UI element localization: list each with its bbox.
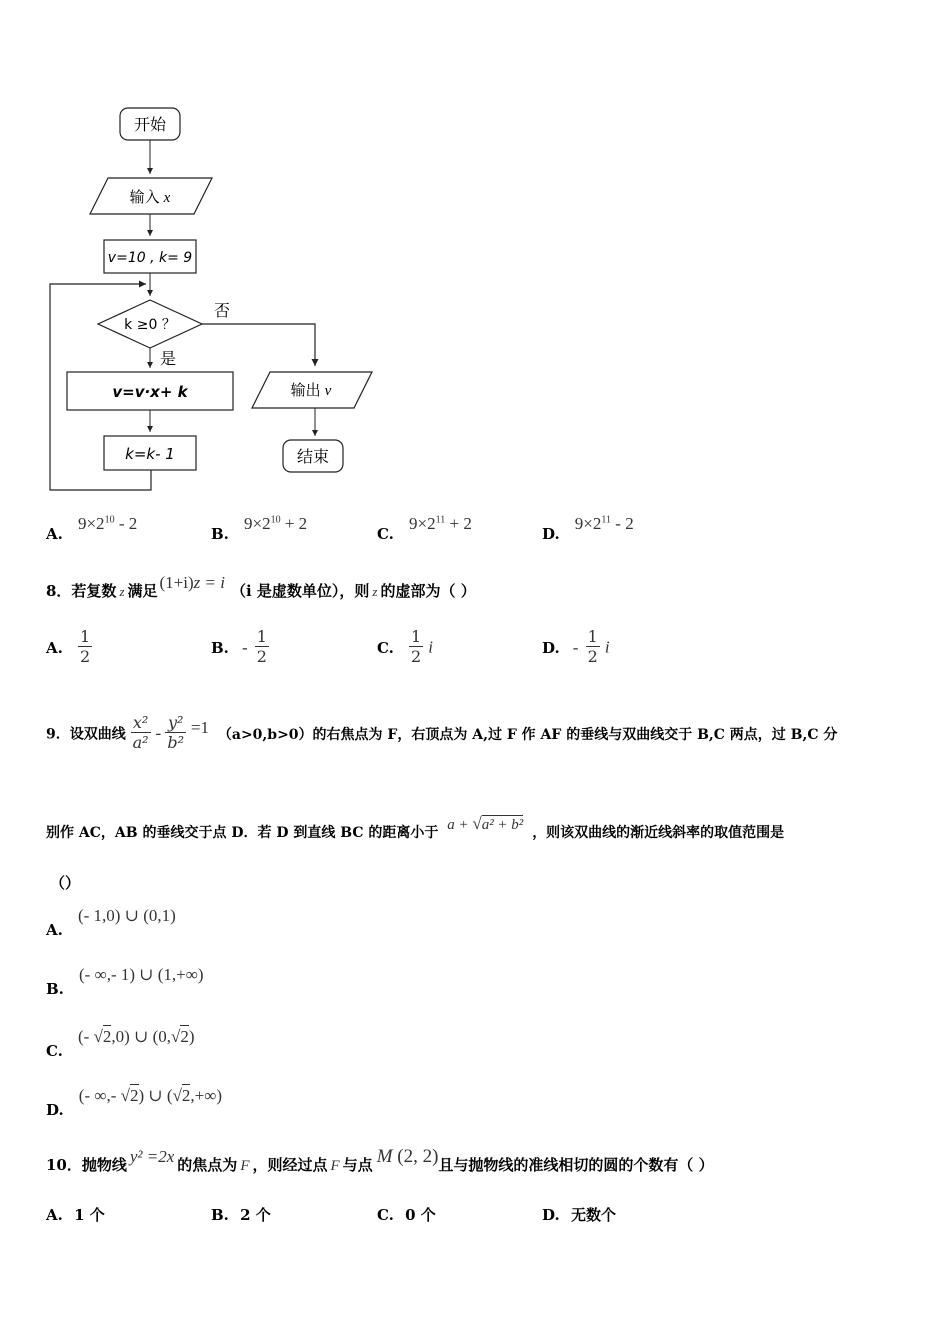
q9-option-d[interactable]: D. (- ∞,- √2) ∪ (√2,+∞) xyxy=(46,1086,223,1119)
q10-stem: 10．抛物线 y² =2x 的焦点为 F ，则经过点 F 与点 M (2, 2)且与抛物线的准线相切的圆的个数有（ ） xyxy=(46,1146,714,1174)
q8-option-c[interactable]: C. $\frac{1}{2}$ i xyxy=(377,627,434,666)
flow-output-label: 输出 xyxy=(290,381,321,399)
q10-option-c[interactable]: C. 0 个 xyxy=(377,1206,436,1224)
q8-option-d[interactable]: D. - $\frac{1}{2}$ i xyxy=(542,627,610,666)
flow-decision-label: k ≥0 ？ xyxy=(124,317,176,333)
flow-input-var: x xyxy=(163,190,171,206)
q9-stem-line2: 别作 AC，AB 的垂线交于点 D．若 D 到直线 BC 的距离小于 a + √a² + b² ，则该双曲线的渐近线斜率的取值范围是 xyxy=(46,814,785,841)
q8-option-a[interactable]: A. $\frac{1}{2}$ xyxy=(46,627,91,666)
flow-input-label: 输入 xyxy=(129,188,160,206)
q8-option-b[interactable]: B. - $\frac{1}{2}$ xyxy=(211,627,267,666)
q7-option-a[interactable]: A. $9\times 2^{10} - 2$ xyxy=(46,514,138,543)
svg-text:输出v xyxy=(291,381,332,399)
q9-stem-line1: 9．设双曲线 $\frac{\text{x²}}{\text{a²}}$ - $\frac{\text{y²}}{\text{b²}}$ =1 （a>0,b>0）的右焦点为 F，右顶点为 A,过 F 作 AF 的垂线与双曲线交于 B,C 两点，过 B,C 分 xyxy=(46,713,838,752)
q7-option-c[interactable]: C. $9\times 2^{11} + 2$ xyxy=(377,514,472,543)
q9-option-c[interactable]: C. (- √2,0) ∪ (0,√2) xyxy=(46,1027,195,1060)
q7-option-b[interactable]: B. $9\times 2^{10} + 2$ xyxy=(211,514,308,543)
flow-init-label: v=10 , k= 9 xyxy=(107,250,193,266)
q10-option-d[interactable]: D. 无数个 xyxy=(542,1206,616,1224)
q8-stem: 8．若复数 z 满足 (1+i)z = i （i 是虚数单位），则 z 的虚部为（ ） xyxy=(46,573,476,600)
q9-option-a[interactable]: A. (- 1,0) ∪ (0,1) xyxy=(46,906,176,939)
flow-output-var: v xyxy=(324,383,332,399)
q10-option-b[interactable]: B. 2 个 xyxy=(211,1206,271,1224)
q9-bracket: （） xyxy=(50,874,81,892)
flow-update-k-label: k=k- 1 xyxy=(125,445,175,463)
flow-yes-label: 是 xyxy=(159,349,177,368)
flow-start-label: 开始 xyxy=(133,115,167,134)
flowchart xyxy=(0,0,420,500)
svg-text:输入x xyxy=(130,188,171,206)
flow-no-label: 否 xyxy=(213,301,231,320)
flow-update-v-label: v=v·x+ k xyxy=(112,383,188,401)
flow-end-label: 结束 xyxy=(296,447,330,466)
q9-option-b[interactable]: B. (- ∞,- 1) ∪ (1,+∞) xyxy=(46,965,204,998)
q10-option-a[interactable]: A. 1 个 xyxy=(46,1206,105,1224)
q7-option-d[interactable]: D. $9\times 2^{11} - 2$ xyxy=(542,514,634,543)
